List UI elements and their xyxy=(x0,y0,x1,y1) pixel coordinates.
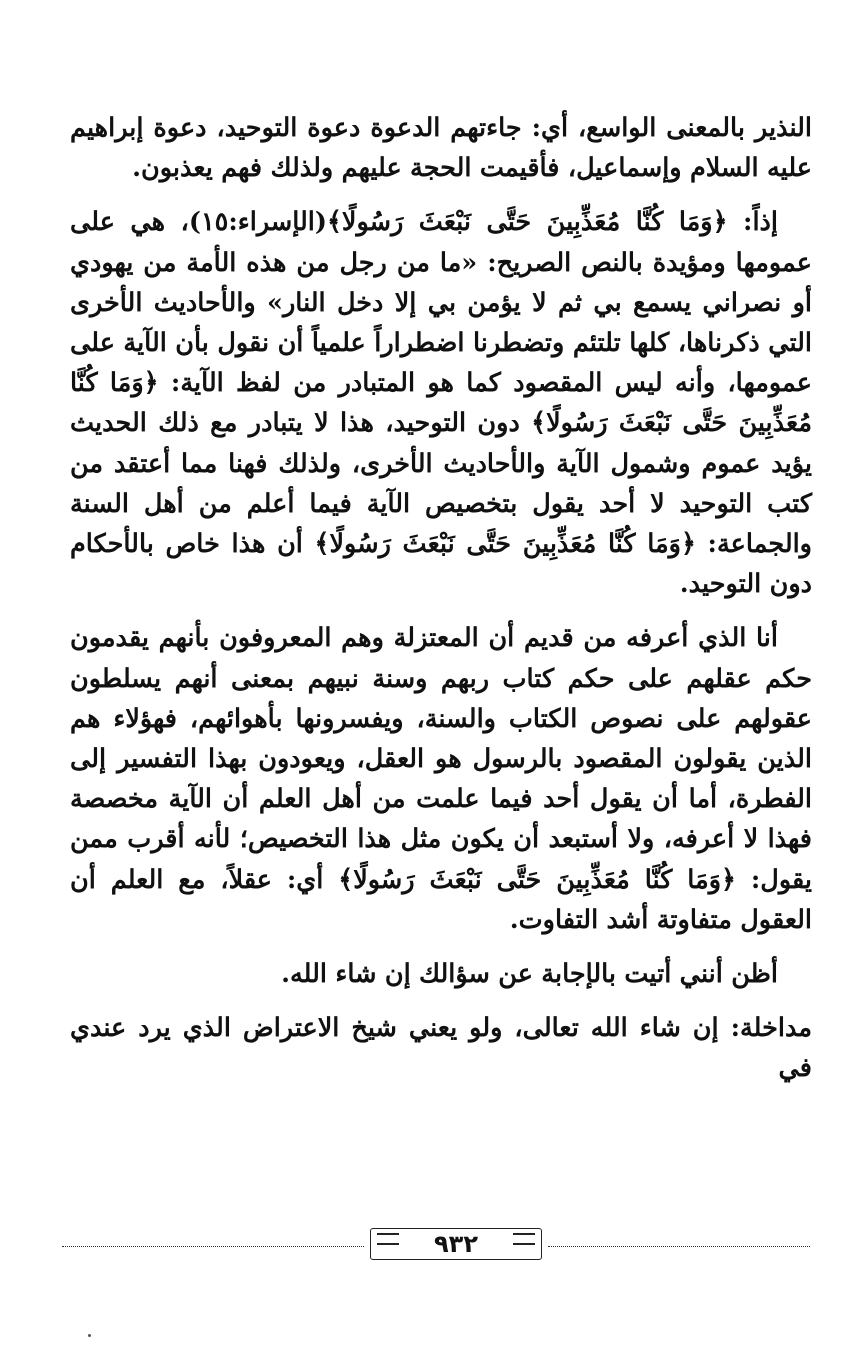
paragraph-5: مداخلة: إن شاء الله تعالى، ولو يعني شيخ الاعتراض الذي يرد عندي في xyxy=(70,1013,812,1084)
footer-rule-right xyxy=(548,1246,810,1247)
page-number-frame xyxy=(370,1228,542,1260)
paragraph-3: أنا الذي أعرفه من قديم أن المعتزلة وهم المعروفون بأنهم يقدمون حكم عقلهم على حكم كتاب ربهم وسنة نبيهم بمعنى أنهم يسلطون عقولهم على نصوص الكتاب والسنة، ويفسرونها بأهوائهم، فهؤلاء هم الذين يقولون المقصود بالرسول هو العقل، ويعودون بهذا التفسير إلى الفطرة، أما أن يقول أحد فيما علمت من أهل العلم أن الآية مخصصة فهذا لا أعرفه، ولا أستبعد أن يكون مثل هذا التخصيص؛ لأنه أقرب ممن يقول: ﴿وَمَا كُنَّا مُعَذِّبِينَ حَتَّى نَبْعَثَ رَسُولًا﴾ أي: عقلاً، مع العلم أن العقول متفاوتة أشد التفاوت. xyxy=(70,623,812,935)
page-body xyxy=(70,108,812,1103)
page-number: ٩٣٢ xyxy=(434,1230,478,1258)
paragraph-1: النذير بالمعنى الواسع، أي: جاءتهم الدعوة دعوة التوحيد، دعوة إبراهيم عليه السلام وإسماعيل، فأقيمت الحجة عليهم ولذلك فهم يعذبون. xyxy=(70,113,812,184)
footer-rule-left xyxy=(62,1246,364,1247)
paragraph-2: إذاً: ﴿وَمَا كُنَّا مُعَذِّبِينَ حَتَّى نَبْعَثَ رَسُولًا﴾(الإسراء:١٥)، هي على عمومها ومؤيدة بالنص الصريح: «ما من رجل من هذه الأمة من يهودي أو نصراني يسمع بي ثم لا يؤمن بي إلا دخل النار» والأحاديث الأخرى التي ذكرناها، كلها تلتئم وتضطرنا اضطراراً علمياً أن نقول بأن الآية على عمومها، وأنه ليس المقصود كما هو المتبادر من لفظ الآية: ﴿وَمَا كُنَّا مُعَذِّبِينَ حَتَّى نَبْعَثَ رَسُولًا﴾ دون التوحيد، هذا لا يتبادر مع ذلك الحديث يؤيد عموم وشمول الآية والأحاديث الأخرى، ولذلك فهنا مما أعتقد من كتب التوحيد لا أحد يقول بتخصيص الآية فيما أعلم من أهل السنة والجماعة: ﴿وَمَا كُنَّا مُعَذِّبِينَ حَتَّى نَبْعَثَ رَسُولًا﴾ أن هذا خاص بالأحكام دون التوحيد. xyxy=(70,207,812,600)
page-footer xyxy=(62,1228,810,1258)
scan-speck xyxy=(88,1334,91,1337)
paragraph-4: أظن أنني أتيت بالإجابة عن سؤالك إن شاء الله. xyxy=(281,959,778,990)
